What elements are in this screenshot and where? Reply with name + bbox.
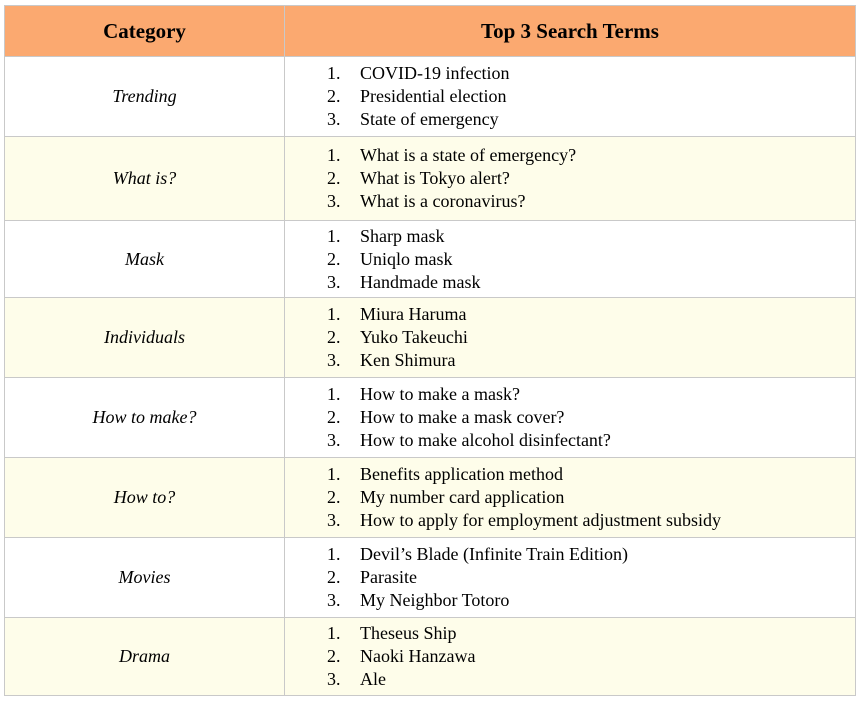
term-number: 1. <box>327 464 341 484</box>
term-number: 2. <box>327 567 341 587</box>
term-item <box>327 668 855 691</box>
term-number: 2. <box>327 327 341 347</box>
term-list <box>285 62 855 131</box>
term-item <box>327 543 855 566</box>
term-item <box>327 225 855 248</box>
category-cell: Mask <box>5 221 285 298</box>
term-number: 3. <box>327 271 341 292</box>
term-number: 2. <box>327 168 341 188</box>
term-item <box>327 190 855 213</box>
term-item <box>327 486 855 509</box>
terms-cell <box>285 378 856 458</box>
term-text: My number card application <box>360 487 565 507</box>
term-number: 3. <box>327 191 341 211</box>
term-text: Devil’s Blade (Infinite Train Edition) <box>360 544 628 564</box>
terms-cell <box>285 458 856 538</box>
term-number: 3. <box>327 510 341 530</box>
category-cell: What is? <box>5 137 285 221</box>
terms-cell <box>285 137 856 221</box>
table-row-what-is <box>5 137 856 221</box>
term-text: Benefits application method <box>360 464 563 484</box>
category-cell: Trending <box>5 57 285 137</box>
term-item <box>327 271 855 294</box>
term-list <box>285 622 855 691</box>
term-text: How to make a mask cover? <box>360 407 565 427</box>
term-number: 2. <box>327 248 341 269</box>
term-item <box>327 349 855 372</box>
table-row-individuals <box>5 298 856 378</box>
term-number: 1. <box>327 623 341 643</box>
category-cell: Movies <box>5 538 285 618</box>
term-number: 2. <box>327 86 341 106</box>
category-cell: How to? <box>5 458 285 538</box>
term-item <box>327 406 855 429</box>
term-text: Presidential election <box>360 86 507 106</box>
term-number: 2. <box>327 407 341 427</box>
table-row-mask <box>5 221 856 298</box>
term-text: Miura Haruma <box>360 304 467 324</box>
term-text: What is a state of emergency? <box>360 145 577 165</box>
table-header-row <box>5 6 856 57</box>
term-text: Ken Shimura <box>360 350 456 370</box>
term-text: Uniqlo mask <box>360 248 453 269</box>
terms-cell <box>285 221 856 298</box>
term-item <box>327 566 855 589</box>
term-text: What is a coronavirus? <box>360 191 526 211</box>
term-item <box>327 167 855 190</box>
term-item <box>327 326 855 349</box>
term-text: COVID-19 infection <box>360 63 510 83</box>
term-text: Ale <box>360 669 386 689</box>
term-item <box>327 383 855 406</box>
term-number: 1. <box>327 225 341 246</box>
table-row-drama <box>5 618 856 696</box>
term-list <box>285 543 855 612</box>
term-text: Handmade mask <box>360 271 481 292</box>
terms-cell <box>285 57 856 137</box>
term-number: 1. <box>327 384 341 404</box>
term-list <box>285 144 855 213</box>
search-terms-table <box>4 5 856 696</box>
terms-cell <box>285 538 856 618</box>
term-number: 3. <box>327 430 341 450</box>
term-text: Sharp mask <box>360 225 445 246</box>
terms-cell <box>285 298 856 378</box>
term-number: 2. <box>327 487 341 507</box>
term-text: Theseus Ship <box>360 623 457 643</box>
term-text: Yuko Takeuchi <box>360 327 468 347</box>
table-row-trending <box>5 57 856 137</box>
term-list <box>285 383 855 452</box>
term-number: 3. <box>327 350 341 370</box>
term-text: Parasite <box>360 567 417 587</box>
term-number: 3. <box>327 590 341 610</box>
term-item <box>327 85 855 108</box>
term-number: 1. <box>327 63 341 83</box>
term-list <box>285 303 855 372</box>
table-row-how-to <box>5 458 856 538</box>
term-item <box>327 144 855 167</box>
term-item <box>327 108 855 131</box>
term-item <box>327 622 855 645</box>
term-text: What is Tokyo alert? <box>360 168 510 188</box>
category-column-header: Category <box>5 6 285 57</box>
term-number: 1. <box>327 145 341 165</box>
term-number: 3. <box>327 669 341 689</box>
category-cell: How to make? <box>5 378 285 458</box>
term-item <box>327 645 855 668</box>
term-text: Naoki Hanzawa <box>360 646 476 666</box>
category-cell: Individuals <box>5 298 285 378</box>
table-row-how-to-make <box>5 378 856 458</box>
table-row-movies <box>5 538 856 618</box>
term-number: 3. <box>327 109 341 129</box>
term-text: My Neighbor Totoro <box>360 590 510 610</box>
term-list <box>285 225 855 294</box>
term-item <box>327 303 855 326</box>
terms-cell <box>285 618 856 696</box>
term-item <box>327 248 855 271</box>
term-item <box>327 463 855 486</box>
term-number: 1. <box>327 304 341 324</box>
terms-column-header: Top 3 Search Terms <box>285 6 856 57</box>
term-list <box>285 463 855 532</box>
term-number: 2. <box>327 646 341 666</box>
term-item <box>327 589 855 612</box>
term-item <box>327 429 855 452</box>
term-text: How to make a mask? <box>360 384 520 404</box>
term-text: How to make alcohol disinfectant? <box>360 430 611 450</box>
term-text: How to apply for employment adjustment subsidy <box>360 510 721 530</box>
term-number: 1. <box>327 544 341 564</box>
term-item <box>327 62 855 85</box>
term-text: State of emergency <box>360 109 499 129</box>
category-cell: Drama <box>5 618 285 696</box>
term-item <box>327 509 855 532</box>
